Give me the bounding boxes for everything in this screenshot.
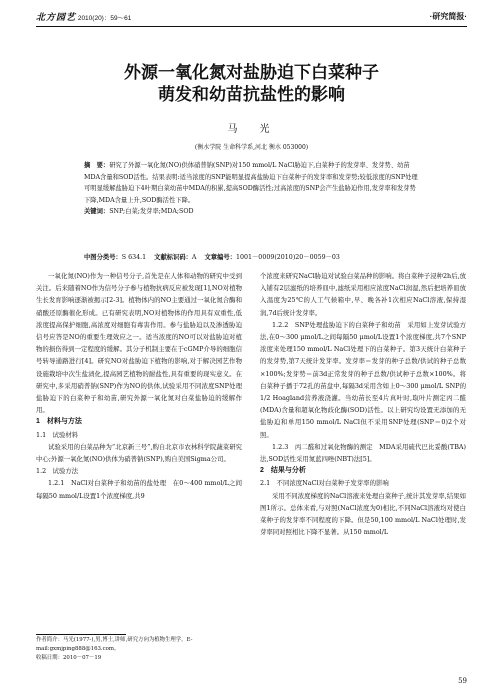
keywords-label: 关键词： [84,208,110,215]
footnote [36,636,246,663]
method-1-2-2: 1.2.2 SNP处理盐胁迫下的白菜种子和幼苗 采用如上发芽试验方法,在0～300 μmol/L之间每隔50 μmol/L设置1个浓度梯度,共7个SNP浓度来处理150 mmol/L NaCl处理下的白菜种子。第3天统计白菜种子的发芽势,第7天统计发芽率。发芽率＝发芽的种子总数/供试的种子总数×100%;发芽势＝前3d正常发芽的种子总数/供试种子总数×100%。将白菜种子播于72孔的苗盘中,每隔3d采用含如上0～300 μmol/L SNP的1/2 Hoagland营养液浇灌。当幼苗长至4片真叶时,取叶片测定丙二醛(MDA)含量和超氧化物歧化酶(SOD)活性。以上研究均设置无添加的无盐胁迫和单用150 mmol/L NaCl但不采用SNP处理(SNP＝0)2个对照。 [260,320,466,439]
results-paragraph: 采用不同浓度梯度的NaCl溶液来处理白菜种子,统计其发芽率,结果如图1所示。总体来看,与对照(NaCl浓度为0)相比,不同NaCl溶液均对使白菜种子的发芽率不同程度的下降。但是50,100 mmol/L NaCl处理时,发芽率同对照相比下降不显著。从150 mmol/L [260,491,466,537]
subsection-heading-1-2: 1.2 试验方法 [36,467,79,476]
article-title [0,62,503,106]
method-1-2-1: 1.2.1 NaCl对白菜种子和幼苗的盐处理 在0～400 mmol/L之间每隔50 mmol/L设置1个浓度梯度,共9 [36,479,242,500]
author-info: 作者简介：马光(1977-),男,博士,讲师,研究方向为植物生理学。E-mail:gxmjping888@163.com。 [36,637,193,652]
doc-label: 文献标识码： [154,254,192,261]
subsection-heading-2-1: 2.1 不同浓度NaCl对白菜种子发芽率的影响 [260,479,389,488]
affiliation: (衡水学院 生命科学系,河北 衡水 053000) [194,144,309,151]
left-column [36,270,242,502]
title-line-1: 外源一氧化氮对盐胁迫下白菜种子 [124,63,379,82]
subsection-heading-1-1: 1.1 试验材料 [36,430,79,439]
abstract [84,160,419,218]
right-column [260,270,466,538]
intro-paragraph: 一氧化氮(NO)作为一种信号分子,首先是在人体和动物的研究中受到关注。后来随着NO作为信号分子参与植物抗病反应被发现[1],NO对植物生长发育影响逐渐被揭示[2-3]。植物体内的NO主要通过一氧化氮合酶和硝酸还原酶催化形成。已有研究表明,NO对植物体的作用具有双重性,低浓度提高保护细胞,高浓度对细胞有毒害作用。参与盐胁迫以及渗透胁迫信号应答是NO的重要生理效应之一。适当浓度的NO可以对盐胁迫对植物的损伤得到一定程度的缓解。其分子机制主要在于cGMP介导的细胞信号转导通路进行[4]。研究NO对盐胁迫下植物的影响,对于解决园艺作物设施栽培中次生盐渍化,提高园艺植物的耐盐性,具有重要的现实意义。在研究中,多采用硝普钠(SNP)作为NO的供体,试验采用不同浓度SNP处理盐胁迫下的白菜种子和幼苗,研究外源一氧化氮对白菜盐胁迫的缓解作用。 [36,272,242,415]
abstract-label: 摘 要： [84,162,110,169]
doc-value: A [191,254,197,261]
article-meta [84,252,473,263]
author: 马 光 [227,124,276,135]
journal-name: 北方园艺 [36,12,77,22]
keywords: SNP;白菜;发芽率;MDA;SOD [109,208,194,215]
clc-value: S 634.1 [121,254,147,261]
section-heading-2: 2 结果与分析 [260,467,306,475]
section-label: ·研究简报· [429,12,467,21]
page-number: 59 [458,677,467,685]
clc-label: 中图分类号： [84,254,122,261]
title-line-2: 萌发和幼苗抗盐性的影响 [158,85,345,104]
method-1-2-3: 1.2.3 丙二醛和过氧化物酶的测定 MDA采用硫代巴比妥酸(TBA)法,SOD活性采用氮蓝四唑(NBT)法[5]。 [260,442,466,464]
method-continued: 个浓度来研究NaCl胁迫对试验白菜品种的影响。将白菜种子浸种2h后,放入铺有2层滤纸的培养皿中,滤纸采用相应浓度NaCl润湿,然后把培养皿放入温度为25℃的人工气候箱中,早、晚各补1次相应NaCl溶液,保持湿润,7d后统计发芽率。 [260,272,466,317]
materials-paragraph: 试验采用的白菜品种为“北京新三号”,购自北京市农林科学院蔬菜研究中心;外源一氧化氮(NO)供体为硝普钠(SNP),购自美国Sigma公司。 [36,442,242,464]
journal-issue: 2010(20)：59～61 [77,15,132,22]
footnote-rule [36,634,126,635]
abstract-text: 研究了外源一氧化氮(NO)供体硝普钠(SNP)对150 mmol/L NaCl胁迫下,白菜种子的发芽率、发芽势、幼苗MDA含量和SOD活性。结果表明:适当浓度的SNP能明显提高盐胁迫下白菜种子的发芽率和发芽势;较低浓度的SNP处理可明显缓解盐胁迫下4叶期白菜幼苗中MDA的积累,提高SOD酶活性;过高浓度的SNP会产生盐胁迫作用,发芽率和发芽势下降,MDA含量上升,SOD酶活性下降。 [84,162,418,204]
header-rule [36,26,467,27]
received-date: 收稿日期：2010－07－19 [36,655,102,661]
id-value: 1001－0009(2010)20－0059－03 [235,254,340,261]
id-label: 文章编号： [204,254,236,261]
section-heading-1: 1 材料与方法 [36,418,82,426]
journal-header [36,12,131,24]
